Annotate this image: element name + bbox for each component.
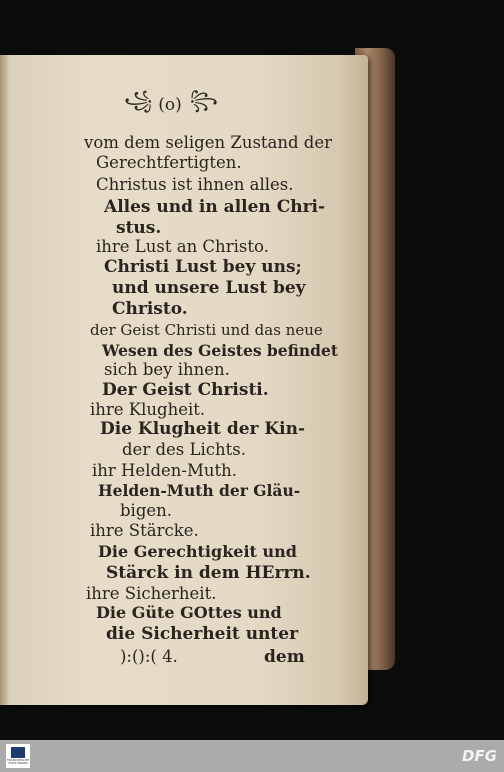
text-line: Die Gerechtigkeit und xyxy=(98,542,297,561)
dfg-logo-icon[interactable]: DFG xyxy=(462,747,498,765)
text-line: Stärck in dem HErrn. xyxy=(106,563,311,583)
text-line: sich bey ihnen. xyxy=(104,360,230,379)
text-line: ihre Klugheit. xyxy=(90,400,206,419)
text-line: der des Lichts. xyxy=(122,440,246,459)
text-line: Helden-Muth der Gläu- xyxy=(98,481,301,500)
text-line: Gerechtfertigten. xyxy=(96,153,242,172)
text-line: ihre Sicherheit. xyxy=(86,584,217,603)
text-line: ihre Stärcke. xyxy=(90,521,199,540)
text-line: Die Güte GOttes und xyxy=(96,603,282,622)
text-line: Wesen des Geistes befindet xyxy=(102,341,339,360)
text-line: Christus ist ihnen alles. xyxy=(96,175,294,194)
text-line: die Sicherheit unter xyxy=(106,624,299,644)
ornament-left-icon: ꧁ xyxy=(124,90,151,111)
library-logo-icon[interactable]: FRANCKESCHE STIFTUNGEN xyxy=(6,744,30,768)
text-line: Christo. xyxy=(112,299,188,319)
text-line: vom dem seligen Zustand der xyxy=(84,133,333,152)
text-line: Die Klugheit der Kin- xyxy=(100,419,306,439)
text-line: und unsere Lust bey xyxy=(112,278,306,298)
signature-mark: ):():( 4. xyxy=(120,647,178,666)
text-line: ihr Helden-Muth. xyxy=(92,461,238,480)
viewer-footer-bar xyxy=(0,740,504,772)
text-line: Christi Lust bey uns; xyxy=(104,257,302,277)
text-line: Der Geist Christi. xyxy=(102,380,269,400)
text-line: ihre Lust an Christo. xyxy=(96,237,269,256)
text-line: Alles und in allen Chri- xyxy=(104,197,326,217)
page-number: (o) xyxy=(158,95,182,115)
text-line: der Geist Christi und das neue xyxy=(90,321,323,339)
ornament-right-icon: ꧂ xyxy=(189,90,216,111)
text-line: stus. xyxy=(116,218,162,238)
catchword: dem xyxy=(264,647,305,667)
text-line: bigen. xyxy=(120,501,173,520)
